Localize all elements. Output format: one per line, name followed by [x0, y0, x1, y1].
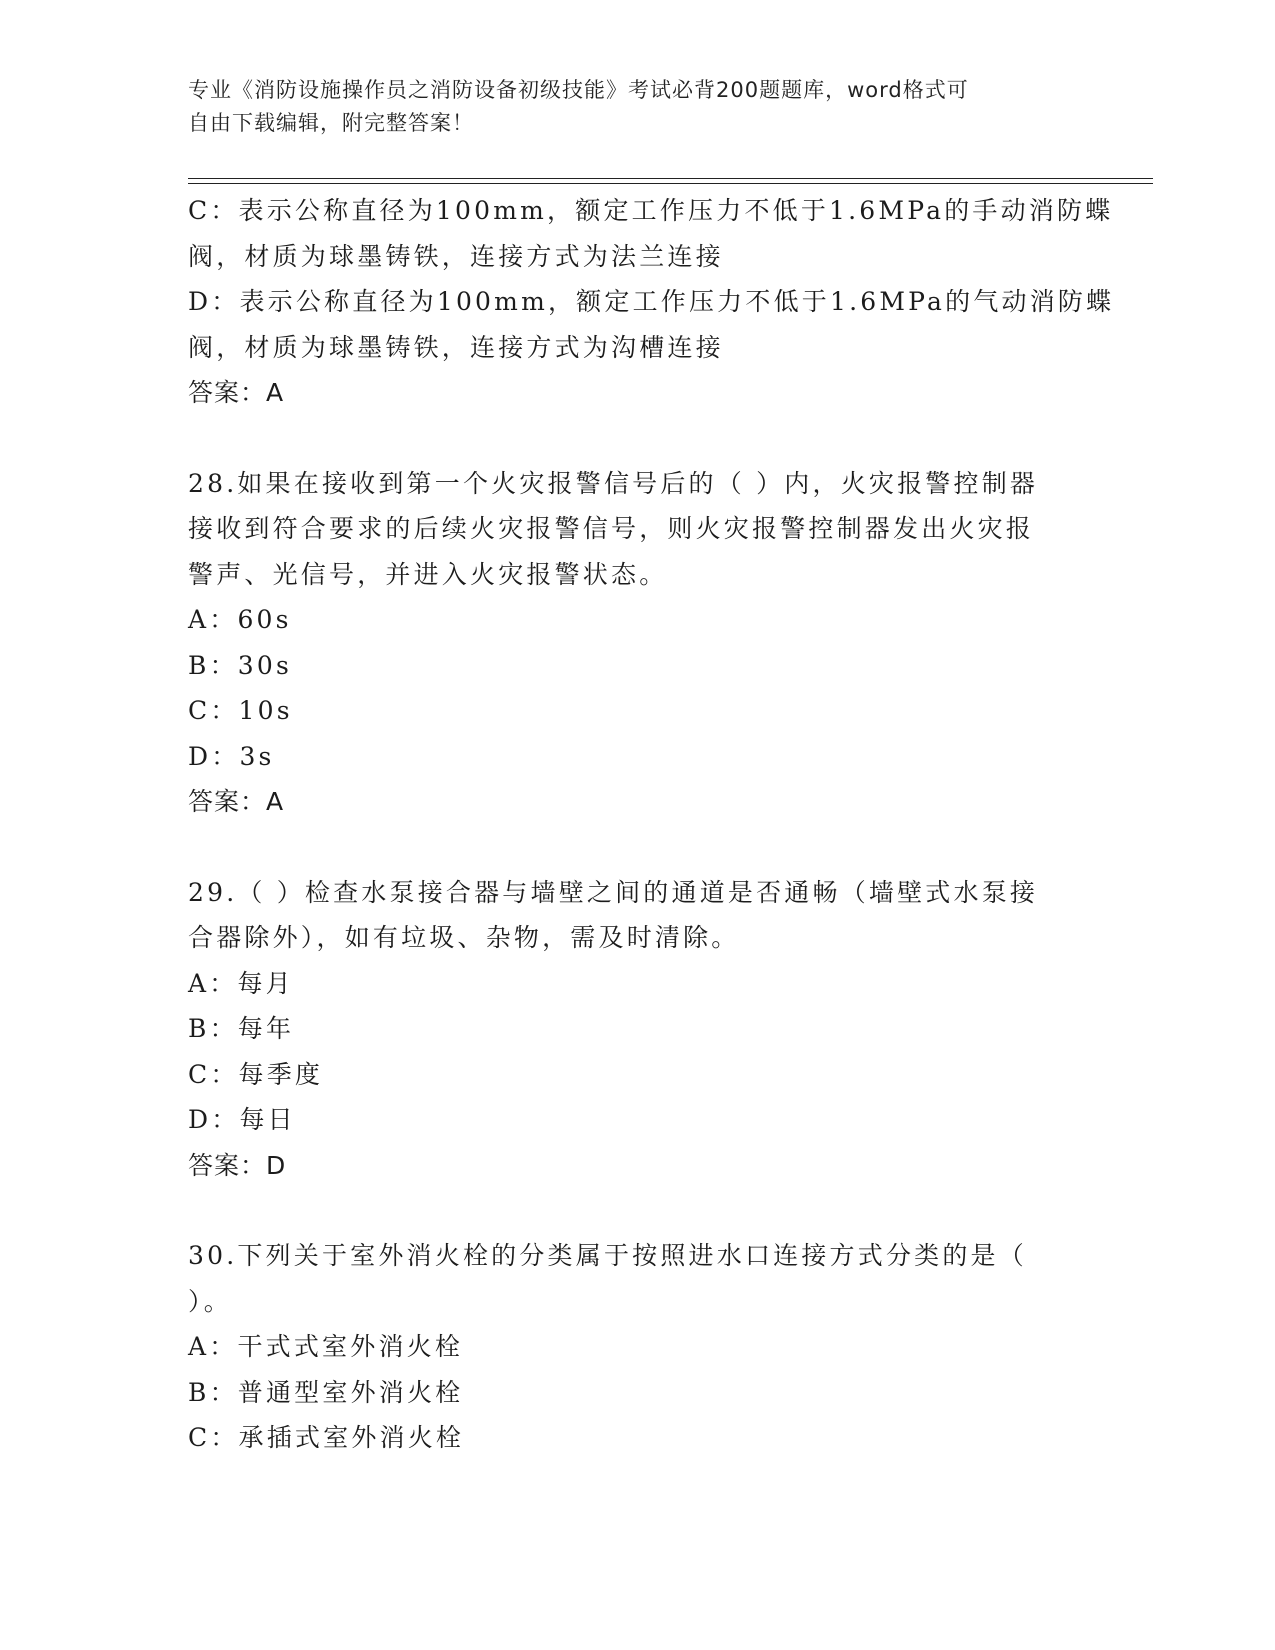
option-d-line-1: D：表示公称直径为100mm，额定工作压力不低于1.6MPa的气动消防蝶: [188, 287, 1115, 316]
question-28: [188, 461, 1108, 825]
header-divider-bottom: [188, 183, 1153, 184]
option-b: B：普通型室外消火栓: [188, 1377, 464, 1407]
option-b: B：每年: [188, 1014, 295, 1043]
option-d: D：3s: [188, 741, 275, 771]
option-c: C：承插式室外消火栓: [188, 1423, 465, 1452]
answer: 答案：A: [188, 787, 285, 816]
answer: 答案：A: [188, 378, 285, 407]
option-b: B：30s: [188, 650, 293, 680]
document-header: [188, 74, 1088, 140]
option-a: A：60s: [188, 605, 292, 634]
header-divider-top: [188, 178, 1153, 179]
answer: 答案：D: [188, 1150, 287, 1180]
question-stem-line-1: 28.如果在接收到第一个火灾报警信号后的（ ）内，火灾报警控制器: [188, 468, 1039, 498]
option-d-line-2: 阀，材质为球墨铸铁，连接方式为沟槽连接: [188, 332, 724, 362]
question-stem-line-2: 合器除外），如有垃圾、杂物，需及时清除。: [188, 923, 740, 952]
header-line-2: 自由下载编辑，附完整答案！: [188, 111, 474, 135]
spacer: [188, 825, 1108, 870]
option-d: D：每日: [188, 1105, 296, 1134]
question-stem-line-1: 29.（ ）检查水泵接合器与墙壁之间的通道是否通畅（墙壁式水泵接: [188, 877, 1039, 907]
option-c: C：每季度: [188, 1059, 324, 1089]
option-c-line-2: 阀，材质为球墨铸铁，连接方式为法兰连接: [188, 241, 724, 271]
question-stem-line-2: ）。: [188, 1286, 232, 1316]
option-c-line-1: C：表示公称直径为100mm，额定工作压力不低于1.6MPa的手动消防蝶: [188, 196, 1114, 225]
option-c: C：10s: [188, 696, 293, 725]
question-stem-line-1: 30.下列关于室外消火栓的分类属于按照进水口连接方式分类的是（: [188, 1241, 1027, 1270]
question-30: [188, 1233, 1108, 1461]
question-stem-line-2: 接收到符合要求的后续火灾报警信号，则火灾报警控制器发出火灾报: [188, 514, 1035, 543]
question-content: [188, 188, 1115, 1461]
header-line-1: 专业《消防设施操作员之消防设备初级技能》考试必背200题题库，word格式可: [188, 78, 969, 102]
option-a: A：每月: [188, 968, 294, 998]
question-stem-line-3: 警声、光信号，并进入火灾报警状态。: [188, 559, 668, 589]
option-a: A：干式式室外消火栓: [188, 1332, 464, 1361]
question-27-tail: [188, 188, 1115, 416]
spacer: [188, 416, 1108, 461]
question-29: [188, 870, 1108, 1189]
spacer: [188, 1188, 1108, 1233]
